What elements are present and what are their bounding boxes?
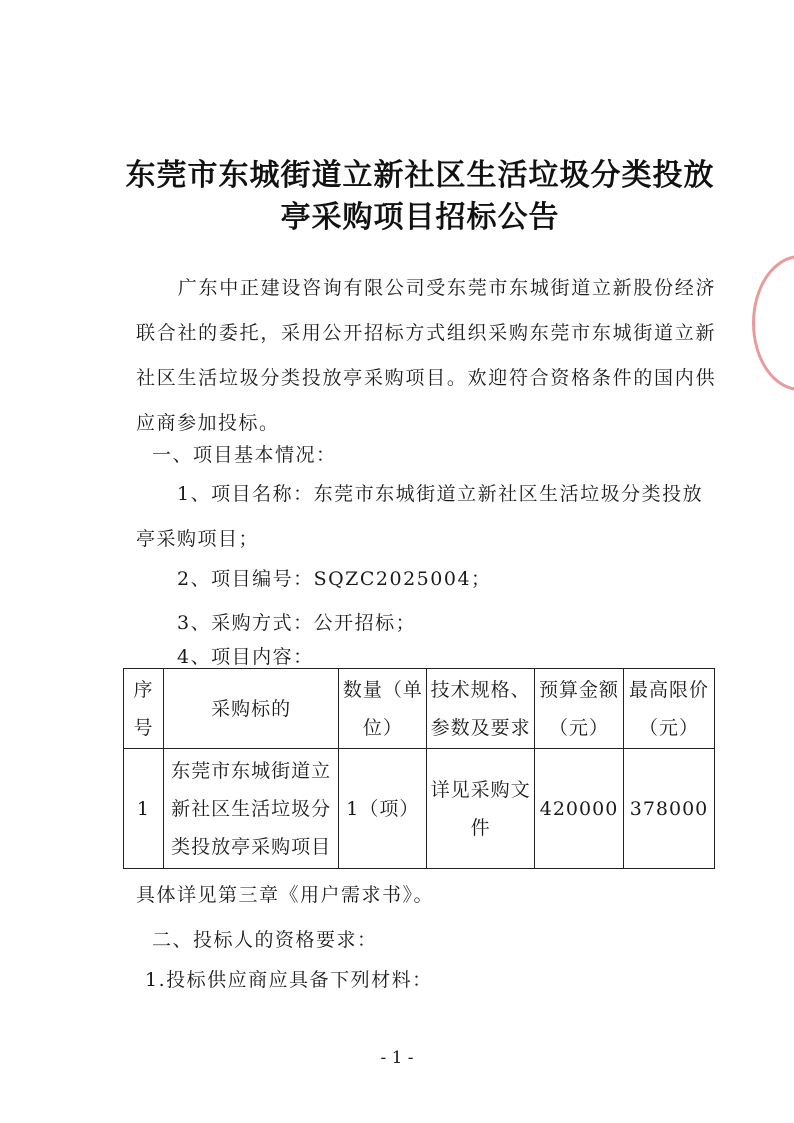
section-2-heading: 二、投标人的资格要求： (152, 929, 378, 951)
qualification-item-1: 1.投标供应商应具备下列材料： (145, 969, 433, 991)
intro-paragraph: 广东中正建设咨询有限公司受东莞市东城街道立新股份经济联合社的委托，采用公开招标方式组织采购东莞市东城街道立新社区生活垃圾分类投放亭采购项目。欢迎符合资格条件的国内供应商参加投标。 (136, 277, 716, 434)
header-max-price: 最高限价（元） (624, 669, 715, 749)
cell-item: 东莞市东城街道立新社区生活垃圾分类投放亭采购项目 (163, 749, 338, 869)
section-1-heading: 一、项目基本情况： (152, 444, 337, 466)
project-name-item: 1、项目名称：东莞市东城街道立新社区生活垃圾分类投放亭采购项目； (136, 483, 704, 550)
table-row (124, 749, 715, 869)
cell-serial: 1 (124, 749, 164, 869)
page-number: - 1 - (380, 1048, 414, 1068)
procurement-method-item: 3、采购方式：公开招标； (177, 612, 417, 634)
header-budget: 预算金额（元） (535, 669, 624, 749)
cell-max-price: 378000 (624, 749, 715, 869)
header-specs: 技术规格、参数及要求 (427, 669, 535, 749)
official-seal-partial (752, 255, 794, 391)
project-number-item: 2、项目编号：SQZC2025004； (177, 568, 492, 590)
cell-budget: 420000 (535, 749, 624, 869)
project-content-item: 4、项目内容： (177, 646, 314, 668)
header-serial: 序号 (124, 669, 164, 749)
header-item: 采购标的 (163, 669, 338, 749)
document-title-line-1: 东莞市东城街道立新社区生活垃圾分类投放 (125, 158, 715, 193)
cell-quantity: 1（项） (339, 749, 427, 869)
table-header-row (124, 669, 715, 749)
cell-specs: 详见采购文件 (427, 749, 535, 869)
requirements-note: 具体详见第三章《用户需求书》。 (136, 884, 435, 906)
document-title-line-2: 亭采购项目招标公告 (280, 200, 560, 235)
header-quantity: 数量（单位） (339, 669, 427, 749)
procurement-table (123, 668, 715, 869)
